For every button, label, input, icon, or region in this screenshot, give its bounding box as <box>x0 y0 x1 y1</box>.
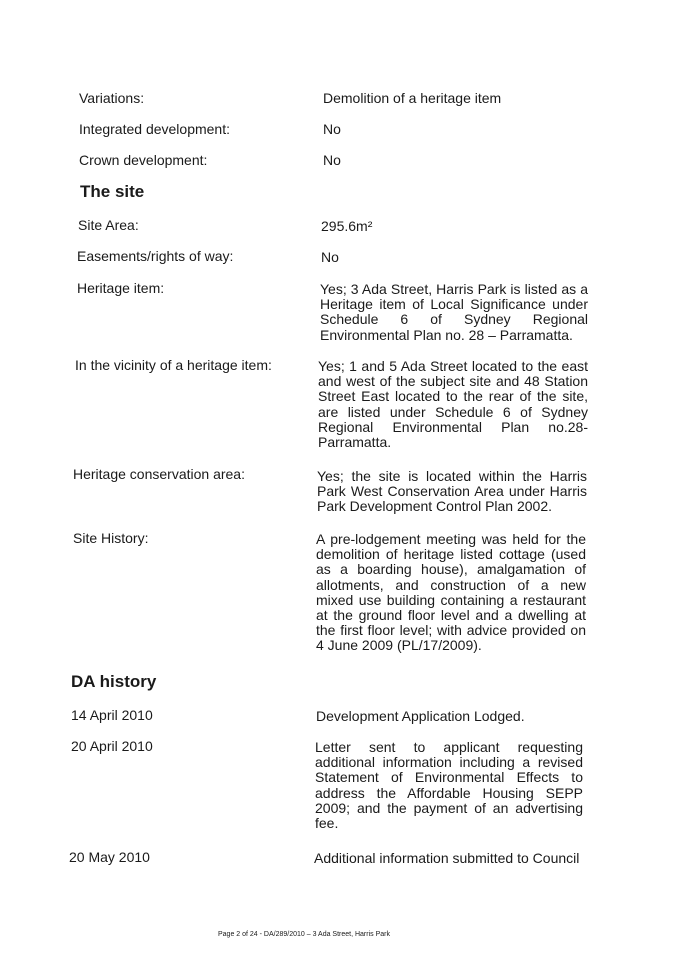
integrated-development-label: Integrated development: <box>79 121 230 137</box>
page-footer: Page 2 of 24 - DA/289/2010 – 3 Ada Street, Harris Park <box>218 931 390 938</box>
da-history-date-2: 20 April 2010 <box>71 738 153 754</box>
easements-label: Easements/rights of way: <box>77 248 234 264</box>
site-heading: The site <box>80 182 145 201</box>
integrated-development-value: No <box>323 121 341 137</box>
site-history-label: Site History: <box>73 530 149 546</box>
heritage-item-label: Heritage item: <box>77 280 165 296</box>
conservation-area-label: Heritage conservation area: <box>73 466 245 482</box>
da-history-text-1: Development Application Lodged. <box>316 708 525 724</box>
da-history-text-2: Letter sent to applicant requesting additional information including a revised Statement of Environmental Effects to address the Affordable Housing SEPP 2009; and the payment of an advertising fee. <box>315 739 583 832</box>
variations-value: Demolition of a heritage item <box>323 90 502 106</box>
site-area-label: Site Area: <box>78 217 139 233</box>
heritage-vicinity-label: In the vicinity of a heritage item: <box>75 357 272 373</box>
variations-label: Variations: <box>79 90 145 106</box>
heritage-item-value: Yes; 3 Ada Street, Harris Park is listed as a Heritage item of Local Significance under Schedule 6 of Sydney Regional Environmental Plan no. 28 – Parramatta. <box>320 281 588 343</box>
da-history-date-3: 20 May 2010 <box>69 849 150 865</box>
da-history-heading: DA history <box>71 672 157 691</box>
easements-value: No <box>321 249 339 265</box>
da-history-text-3: Additional information submitted to Council <box>314 850 580 866</box>
site-history-value: A pre-lodgement meeting was held for the demolition of heritage listed cottage (used as a boarding house), amalgamation of allotments, and construction of a new mixed use building containing a restaurant at the ground floor level and a dwelling at the first floor level; with advice provided on 4 June 2009 (PL/17/2009). <box>316 531 586 654</box>
site-area-value: 295.6m² <box>321 218 373 234</box>
crown-development-label: Crown development: <box>79 152 208 168</box>
heritage-vicinity-value: Yes; 1 and 5 Ada Street located to the east and west of the subject site and 48 Station Street East located to the rear of the site, are listed under Schedule 6 of Sydney Regional Environmental Plan no.28-Parramatta. <box>318 358 588 451</box>
da-history-date-1: 14 April 2010 <box>71 707 153 723</box>
crown-development-value: No <box>323 152 341 168</box>
conservation-area-value: Yes; the site is located within the Harris Park West Conservation Area under Harris Park Development Control Plan 2002. <box>317 468 587 515</box>
